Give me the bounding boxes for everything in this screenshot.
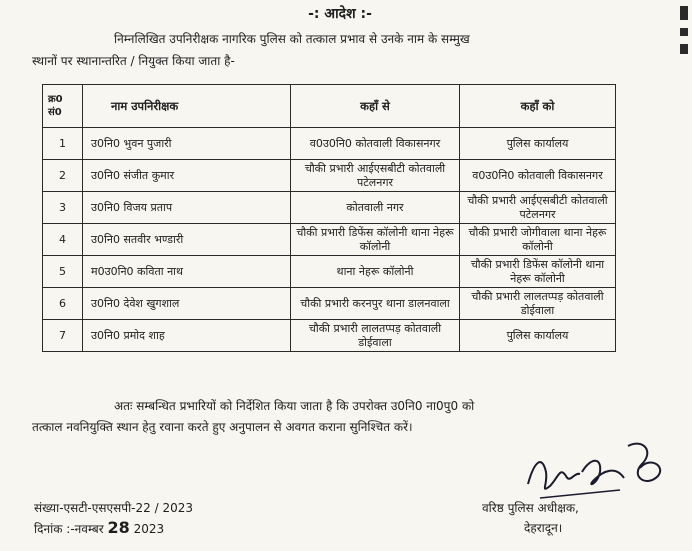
reference-block	[34, 498, 193, 539]
row-to: पुलिस कार्यालय	[460, 128, 616, 160]
table-row	[43, 224, 616, 256]
row-from: थाना नेहरू कॉलोनी	[291, 256, 460, 288]
row-name: म0उ0नि0 कविता नाथ	[83, 256, 291, 288]
row-sno: 6	[43, 288, 83, 320]
row-from: व0उ0नि0 कोतवाली विकासनगर	[291, 128, 460, 160]
row-to: चौकी प्रभारी लालतप्पड़ कोतवाली डोईवाला	[460, 288, 616, 320]
row-from: चौकी प्रभारी लालतप्पड़ कोतवाली डोईवाला	[291, 320, 460, 352]
row-from: चौकी प्रभारी करनपुर थाना डालनवाला	[291, 288, 460, 320]
row-name: उ0नि0 विजय प्रताप	[83, 192, 291, 224]
table-row	[43, 128, 616, 160]
table-row	[43, 288, 616, 320]
row-to: चौकी प्रभारी जोगीवाला थाना नेहरू कॉलोनी	[460, 224, 616, 256]
row-name: उ0नि0 भुवन पुजारी	[83, 128, 291, 160]
row-from: चौकी प्रभारी डिफेंस कॉलोनी थाना नेहरू कॉलोनी	[291, 224, 460, 256]
row-sno: 2	[43, 160, 83, 192]
row-name: उ0नि0 सतवीर भण्डारी	[83, 224, 291, 256]
intro-line-2: स्थानों पर स्थानान्तरित / नियुक्त किया जाता है-	[32, 54, 235, 68]
closing-line-2: तत्काल नवनियुक्ति स्थान हेतु रवाना करते हुए अनुपालन से अवगत कराना सुनिश्चित करें।	[32, 420, 413, 434]
intro-paragraph	[32, 28, 632, 72]
row-sno: 4	[43, 224, 83, 256]
order-title: -: आदेश :-	[308, 6, 372, 22]
row-from: चौकी प्रभारी आईएसबीटी कोतवाली पटेलनगर	[291, 160, 460, 192]
row-to: चौकी प्रभारी डिफेंस कॉलोनी थाना नेहरू कॉलोनी	[460, 256, 616, 288]
table-row	[43, 160, 616, 192]
row-from: कोतवाली नगर	[291, 192, 460, 224]
table-row	[43, 320, 616, 352]
page-edge-marks	[676, 0, 692, 120]
header-from: कहाँ से	[291, 85, 460, 128]
row-name: उ0नि0 देवेश खुगशाल	[83, 288, 291, 320]
intro-line-1: निम्नलिखित उपनिरीक्षक नागरिक पुलिस को तत्काल प्रभाव से उनके नाम के सम्मुख	[114, 32, 470, 46]
row-name: उ0नि0 संजीत कुमार	[83, 160, 291, 192]
reference-number: संख्या-एसटी-एसएसपी-22 / 2023	[34, 501, 193, 515]
row-to: व0उ0नि0 कोतवाली विकासनगर	[460, 160, 616, 192]
row-name: उ0नि0 प्रमोद शाह	[83, 320, 291, 352]
transfer-table	[42, 84, 616, 352]
closing-line-1: अतः सम्बन्धित प्रभारियों को निर्देशित किया जाता है कि उपरोक्त उ0नि0 ना0पु0 को	[114, 399, 475, 413]
signatory-place: देहरादून।	[524, 521, 563, 535]
row-sno: 1	[43, 128, 83, 160]
header-name: नाम उपनिरीक्षक	[83, 85, 291, 128]
header-sno: क्र0 सं0	[43, 85, 83, 128]
date-prefix: दिनांक :-नवम्बर	[34, 522, 104, 536]
signatory-title: वरिष्ठ पुलिस अधीक्षक,	[482, 501, 579, 515]
table-row	[43, 256, 616, 288]
row-sno: 5	[43, 256, 83, 288]
table-header-row	[43, 85, 616, 128]
date-year: 2023	[133, 522, 165, 536]
row-sno: 3	[43, 192, 83, 224]
order-date	[34, 518, 193, 539]
date-day: 28	[107, 518, 130, 537]
row-to: चौकी प्रभारी आईएसबीटी कोतवाली पटेलनगर	[460, 192, 616, 224]
header-to: कहाँ को	[460, 85, 616, 128]
row-sno: 7	[43, 320, 83, 352]
signatory-block	[482, 498, 652, 538]
row-to: पुलिस कार्यालय	[460, 320, 616, 352]
table-row	[43, 192, 616, 224]
